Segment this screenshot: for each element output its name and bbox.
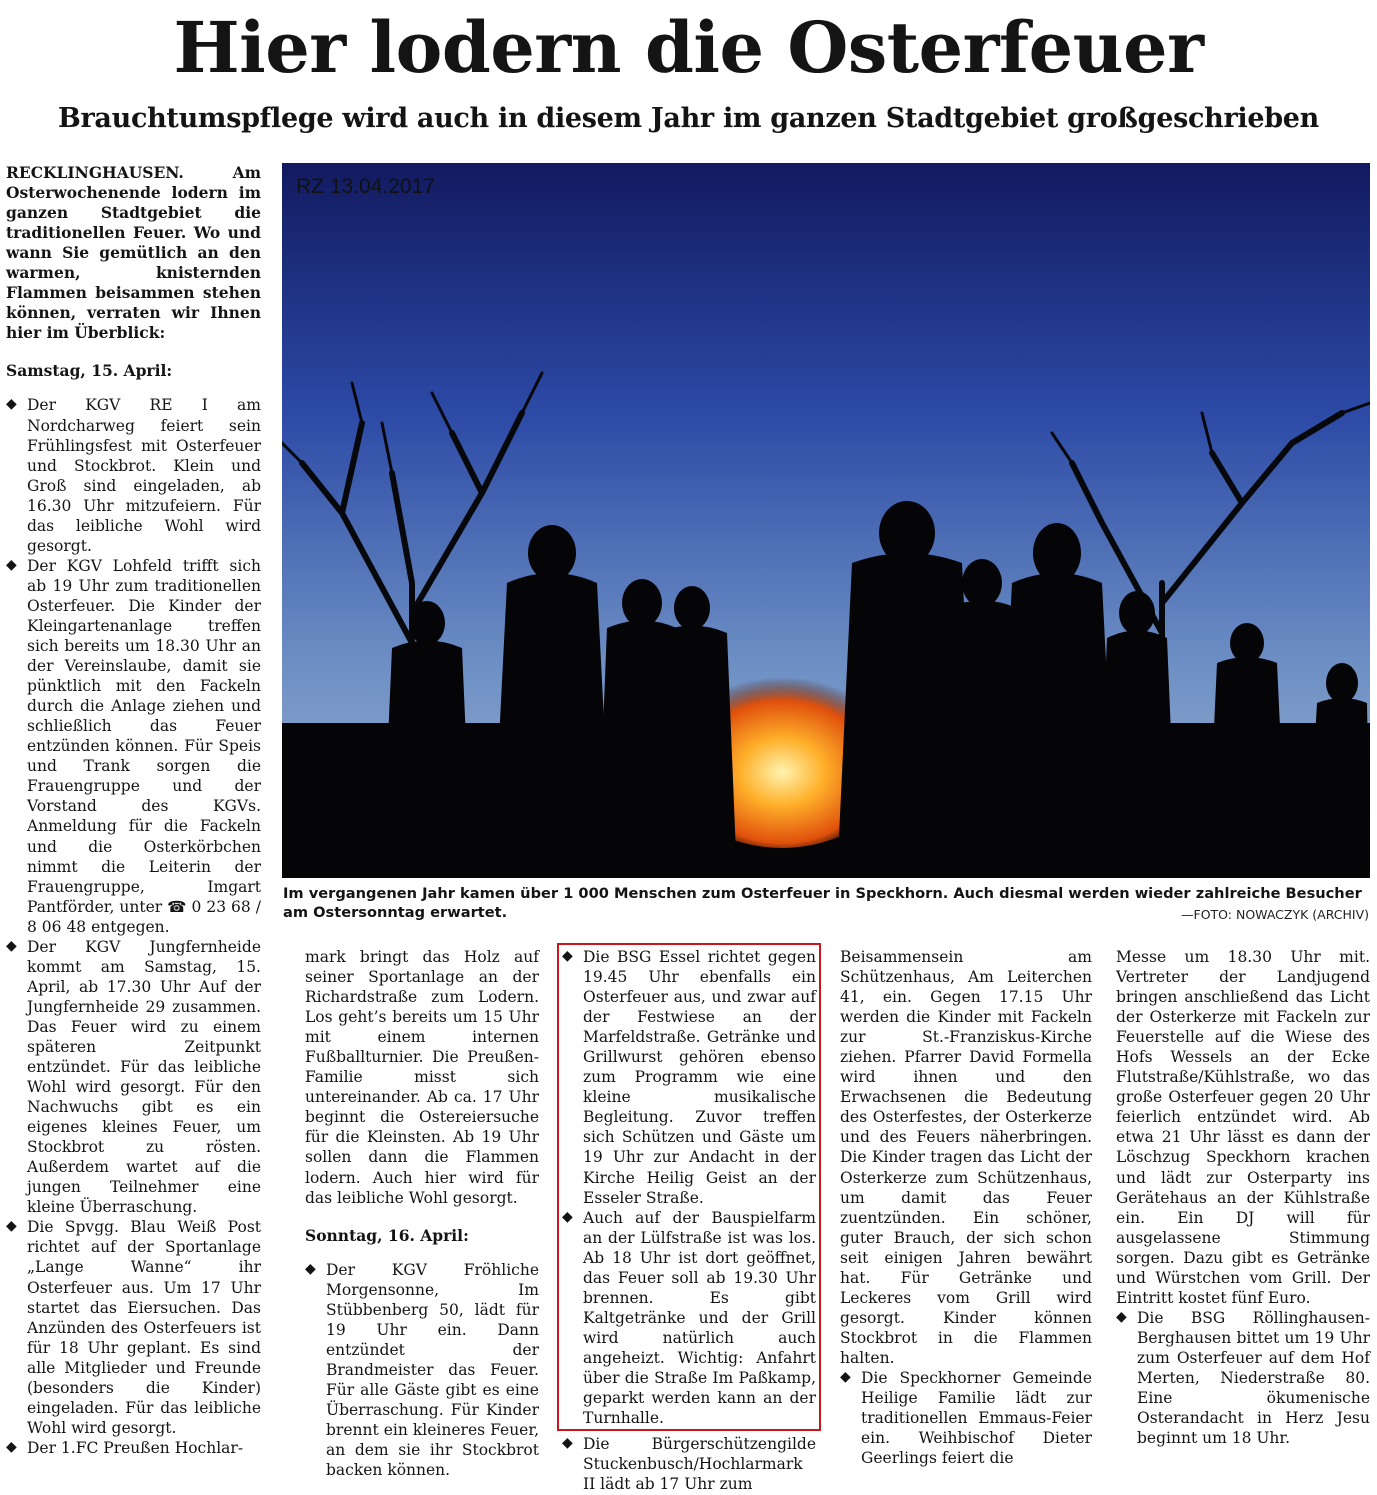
diamond-bullet-icon: ◆ [305,1260,316,1277]
diamond-bullet-icon: ◆ [6,1218,17,1235]
list-item: ◆ Die Speckhorner Gemeinde Heilige Familie lädt zur traditionellen Emmaus-Feier ein. Weihbischof Dieter Geerlings feiert die [840,1368,1092,1468]
continued-text: mark bringt das Holz auf seiner Sportanlage an der Richardstraße zum Lodern. Los geht’s bereits um 15 Uhr mit einem internen Fußballturnier. Die Preußen-Familie misst sich untereinander. Ab ca. 17 Uhr beginnt die Ostereiersuche für die Kleinsten. Ab 19 Uhr sollen dann die Flammen lodern. Auch hier wird für das leibliche Wohl gesorgt. [305,948,539,1207]
diamond-bullet-icon: ◆ [6,556,17,573]
subheadline: Brauchtumspflege wird auch in diesem Jahr im ganzen Stadtgebiet großgeschrieben [57,103,1319,134]
list-item: ◆ Die BSG Essel richtet gegen 19.45 Uhr ebenfalls ein Osterfeuer aus, und zwar auf der Festwiese an der Marfeldstraße. Getränke und Grillwurst gehören ebenso zum Programm wie eine kleine musikalische Begleitung. Zuvor treffen sich Schützen und Gäste um 19 Uhr zur Andacht in der Kirche Heilig Geist an der Esseler Straße. [562,948,816,1207]
highlight-box [557,943,821,1431]
diamond-bullet-icon: ◆ [6,937,17,954]
photo-osterfeuer [282,163,1370,878]
diamond-bullet-icon: ◆ [6,1438,17,1455]
bonfire-silhouette-photo [282,163,1370,878]
diamond-bullet-icon: ◆ [840,1368,851,1385]
article-column-5 [1116,947,1370,1448]
list-item: ◆ Der KGV Lohfeld trifft sich ab 19 Uhr zum traditionellen Osterfeuer. Die Kinder der Kleingartenanlage treffen sich bereits um 18.30 Uhr an der Vereinslaube, damit sie pünktlich mit den Fackeln durch die Anlage ziehen und schließlich das Feuer entzünden können. Für Speis und Trank sorgen die Frauengruppe und der Vorstand des KGVs. Anmeldung für die Fackeln und die Osterkörbchen nimmt die Leiterin der Frauengruppe, Imgart Pantförder, unter ☎ 0 23 68 / 8 06 48 entgegen. [6,556,261,936]
photo-caption: Im vergangenen Jahr kamen über 1 000 Menschen zum Osterfeuer in Speckhorn. Auch diesmal werden wieder zahlreiche Besucher am Ostersonntag erwartet. [283,885,1362,921]
diamond-bullet-icon: ◆ [562,1208,573,1225]
photo-credit: —FOTO: NOWACZYK (ARCHIV) [1181,907,1369,922]
list-item: ◆ Die Bürgerschützengilde Stuckenbusch/Hochlarmark II lädt ab 17 Uhr zum [562,1435,816,1494]
list-item: ◆ Der 1.FC Preußen Hochlar- [6,1438,244,1457]
headline: Hier lodern die Osterfeuer [173,6,1204,89]
continued-text: Messe um 18.30 Uhr mit. Vertreter der Landjugend bringen anschließend das Licht der Osterkerze mit Fackeln zur Feuerstelle auf die Wiese des Hofs Wessels an der Ecke Flutstraße/Kühlstraße, wo das große Osterfeuer gegen 20 Uhr feierlich entzündet wird. Ab etwa 21 Uhr lässt es dann der Löschzug Speckhorn krachen und lädt zur Osterparty ins Gerätehaus an der Kühlstraße ein. Ein DJ will für ausgelassene Stimmung sorgen. Dazu gibt es Getränke und Würstchen vom Grill. Der Eintritt kostet fünf Euro. [1116,948,1370,1307]
sunday-heading: Sonntag, 16. April: [305,1225,469,1245]
list-item: ◆ Der KGV Fröhliche Morgensonne, Im Stübbenberg 50, lädt für 19 Uhr ein. Dann entzündet der Brandmeister das Feuer. Für alle Gäste gibt es eine Überraschung. Für Kinder brennt ein kleineres Feuer, an dem sie ihr Stockbrot backen können. [305,1260,539,1480]
list-item: ◆ Der KGV Jungfernheide kommt am Samstag, 15. April, ab 17.30 Uhr Auf der Jungfernheide 29 zusammen. Das Feuer wird zu einem späteren Zeitpunkt entzündet. Für das leibliche Wohl wird gesorgt. Für den Nachwuchs gibt es ein eigenes kleines Feuer, um Stockbrot zu rösten. Außerdem wartet auf die jungen Teilnehmer eine kleine Überraschung. [6,937,261,1217]
diamond-bullet-icon: ◆ [562,1435,573,1452]
article-lead: RECKLINGHAUSEN. Am Osterwochenende lodern im ganzen Stadtgebiet die traditionellen Feuer. Wo und wann Sie gemütlich an den warmen, knisternden Flammen beisammen stehen können, verraten wir Ihnen hier im Überblick: [6,163,261,343]
date-stamp: RZ 13.04.2017 [296,175,435,198]
article-column-4 [840,947,1092,1468]
diamond-bullet-icon: ◆ [6,396,17,413]
diamond-bullet-icon: ◆ [1116,1308,1127,1325]
diamond-bullet-icon: ◆ [562,948,573,964]
article-column-2 [305,947,539,1480]
saturday-heading: Samstag, 15. April: [6,361,173,381]
list-item: ◆ Auch auf der Bauspielfarm an der Lülfstraße ist was los. Ab 18 Uhr ist dort geöffnet, das Feuer soll ab 19.30 Uhr brennen. Es gibt Kaltgetränke und der Grill wird natürlich auch angeheizt. Wichtig: Anfahrt über die Straße Im Paßkamp, geparkt werden kann an der Turnhalle. [562,1208,816,1428]
article-column-1 [6,163,261,1458]
list-item: ◆ Die BSG Röllinghausen-Berghausen bittet um 19 Uhr zum Osterfeuer auf dem Hof Merten, Niederstraße 80. Eine ökumenische Osterandacht in Herz Jesu beginnt um 18 Uhr. [1116,1308,1370,1448]
list-item: ◆ Die Spvgg. Blau Weiß Post richtet auf der Sportanlage „Lange Wanne“ ihr Osterfeuer aus. Um 17 Uhr startet das Eiersuchen. Das Anzünden des Osterfeuers ist für 18 Uhr geplant. Es sind alle Mitglieder und Freunde (besonders die Kinder) eingeladen. Für das leibliche Wohl wird gesorgt. [6,1218,261,1437]
continued-text: Beisammensein am Schützenhaus, Am Leiterchen 41, ein. Gegen 17.15 Uhr werden die Kinder mit Fackeln zur St.-Franziskus-Kirche ziehen. Pfarrer David Formella wird ihnen und den Erwachsenen die Bedeutung des Osterfestes, der Osterkerze und des Feuers näherbringen. Die Kinder tragen das Licht der Osterkerze zum Schützenhaus, um damit das Feuer zuentzünden. Ein schöner, guter Brauch, der sich schon seit einigen Jahren bewährt hat. Für Getränke und Leckeres vom Grill wird gesorgt. Kinder können Stockbrot in die Flammen halten. [840,948,1092,1367]
list-item: ◆ Der KGV RE I am Nordcharweg feiert sein Frühlingsfest mit Osterfeuer und Stockbrot. Klein und Groß sind eingeladen, ab 16.30 Uhr mitzufeiern. Für das leibliche Wohl wird gesorgt. [6,396,261,555]
